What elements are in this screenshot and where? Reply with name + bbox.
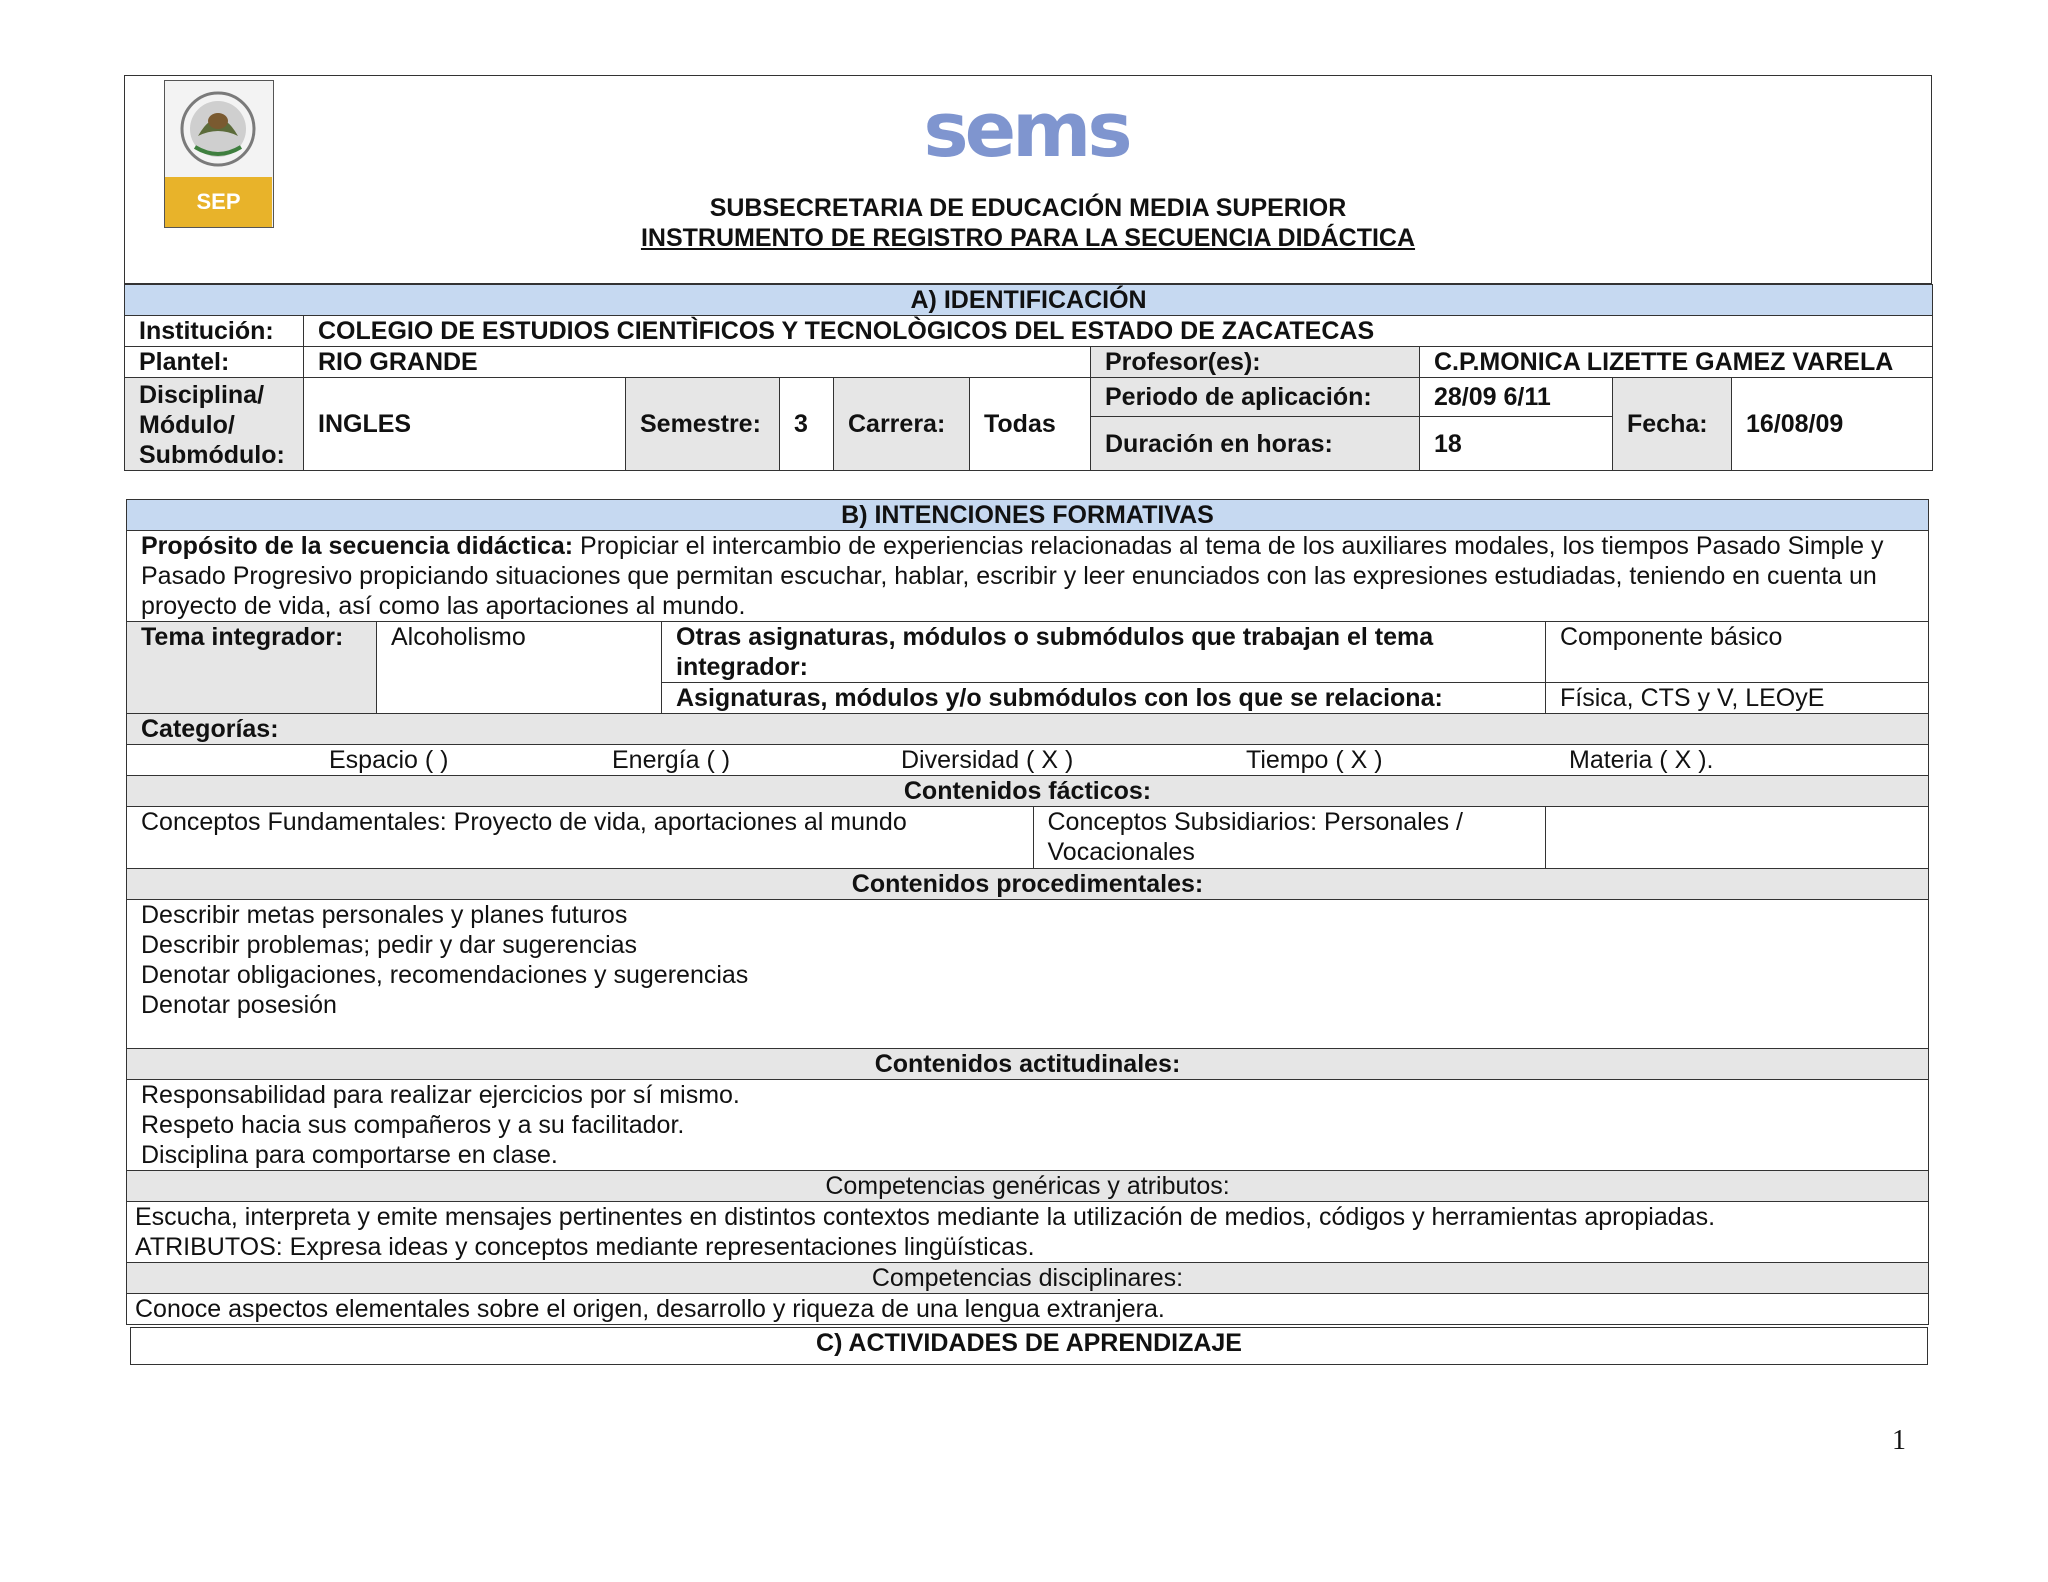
relaciona-label: Asignaturas, módulos y/o submódulos con los que se relaciona: xyxy=(662,683,1546,714)
fecha-label: Fecha: xyxy=(1613,378,1732,471)
competencias-genericas-label: Competencias genéricas y atributos: xyxy=(127,1171,1929,1202)
competencias-disciplinares-value: Conoce aspectos elementales sobre el origen, desarrollo y riqueza de una lengua extranjera. xyxy=(127,1294,1929,1325)
actitudinales-list xyxy=(127,1080,1929,1171)
institucion-label: Institución: xyxy=(125,316,304,347)
disciplina-label-1: Disciplina/ xyxy=(139,381,265,409)
contenidos-procedimentales-label: Contenidos procedimentales: xyxy=(127,869,1929,900)
competencia-generica-item: Escucha, interpreta y emite mensajes pertinentes en distintos contextos mediante la utilización de medios, códigos y herramientas apropiadas. xyxy=(135,1203,1716,1231)
carrera-value: Todas xyxy=(970,378,1091,471)
plantel-label: Plantel: xyxy=(125,347,304,378)
contenidos-actitudinales-label: Contenidos actitudinales: xyxy=(127,1049,1929,1080)
tema-integrador-value: Alcoholismo xyxy=(377,622,662,714)
actitudinal-item: Responsabilidad para realizar ejercicios por sí mismo. xyxy=(141,1081,740,1109)
disciplina-value: INGLES xyxy=(304,378,626,471)
conceptos-fundamentales: Conceptos Fundamentales: Proyecto de vida, aportaciones al mundo xyxy=(127,807,1033,868)
proposito-text: Propiciar el intercambio de experiencias relacionadas al tema de los auxiliares modales, los tiempos Pasado Simple y Pasado Progresivo propiciando situaciones que permitan escuchar, hablar, escribir y leer enunciados con las expresiones estudiadas, teniendo en cuenta un proyecto de vida, así como las aportaciones al mundo. xyxy=(141,532,1884,620)
facticos-spacer xyxy=(1546,807,1929,869)
title-line-2: INSTRUMENTO DE REGISTRO PARA LA SECUENCIA DIDÁCTICA xyxy=(640,224,1416,252)
periodo-label: Periodo de aplicación: xyxy=(1091,378,1420,417)
mexican-eagle-icon xyxy=(165,81,272,177)
categorias-label: Categorías: xyxy=(127,714,1929,745)
plantel-value: RIO GRANDE xyxy=(304,347,1091,378)
disciplina-label-2: Módulo/ xyxy=(139,411,235,439)
title-line-1: SUBSECRETARIA DE EDUCACIÓN MEDIA SUPERIOR xyxy=(709,194,1347,222)
otras-asignaturas-value: Componente básico xyxy=(1546,622,1929,683)
categoria-espacio: Espacio ( ) xyxy=(329,746,449,774)
tema-integrador-label: Tema integrador: xyxy=(127,622,377,714)
section-b-heading: B) INTENCIONES FORMATIVAS xyxy=(127,500,1929,531)
sep-label: SEP xyxy=(165,177,272,227)
competencias-disciplinares-label: Competencias disciplinares: xyxy=(127,1263,1929,1294)
disciplina-label xyxy=(125,378,304,471)
section-identificacion xyxy=(124,284,1932,471)
section-intenciones-formativas xyxy=(126,499,1928,1325)
page-number: 1 xyxy=(1892,1425,1906,1456)
sems-logo-text: sems xyxy=(923,85,1129,174)
otras-asignaturas-label: Otras asignaturas, módulos o submódulos que trabajan el tema integrador: xyxy=(662,622,1546,683)
categoria-energia: Energía ( ) xyxy=(612,746,731,774)
disciplina-label-3: Submódulo: xyxy=(139,441,285,469)
contenidos-facticos-label: Contenidos fácticos: xyxy=(127,776,1929,807)
competencia-atributos-item: ATRIBUTOS: Expresa ideas y conceptos mediante representaciones lingüísticas. xyxy=(135,1233,1035,1261)
profesor-label: Profesor(es): xyxy=(1091,347,1420,378)
duracion-value: 18 xyxy=(1420,417,1613,471)
section-c-heading: C) ACTIVIDADES DE APRENDIZAJE xyxy=(131,1328,1928,1365)
carrera-label: Carrera: xyxy=(834,378,970,471)
competencias-genericas-list xyxy=(127,1202,1929,1263)
procedimentales-list xyxy=(127,900,1929,1049)
fecha-value: 16/08/09 xyxy=(1732,378,1933,471)
facticos-row xyxy=(127,807,1546,869)
procedimental-item: Denotar posesión xyxy=(141,991,337,1019)
section-a-heading: A) IDENTIFICACIÓN xyxy=(125,285,1933,316)
categoria-materia: Materia ( X ). xyxy=(1569,746,1714,774)
categorias-row xyxy=(127,745,1929,776)
section-actividades xyxy=(130,1327,1928,1365)
procedimental-item: Describir metas personales y planes futuros xyxy=(141,901,628,929)
actitudinal-item: Disciplina para comportarse en clase. xyxy=(141,1141,558,1169)
procedimental-item: Describir problemas; pedir y dar sugerencias xyxy=(141,931,638,959)
actitudinal-item: Respeto hacia sus compañeros y a su facilitador. xyxy=(141,1111,685,1139)
proposito-label: Propósito de la secuencia didáctica: xyxy=(141,532,574,560)
semestre-label: Semestre: xyxy=(626,378,780,471)
institucion-value: COLEGIO DE ESTUDIOS CIENTÌFICOS Y TECNOLÒGICOS DEL ESTADO DE ZACATECAS xyxy=(304,316,1933,347)
semestre-value: 3 xyxy=(780,378,834,471)
duracion-label: Duración en horas: xyxy=(1091,417,1420,471)
sems-logo xyxy=(923,85,1129,174)
relaciona-value: Física, CTS y V, LEOyE xyxy=(1546,683,1929,714)
proposito-cell xyxy=(127,531,1929,622)
profesor-value: C.P.MONICA LIZETTE GAMEZ VARELA xyxy=(1420,347,1933,378)
categoria-diversidad: Diversidad ( X ) xyxy=(901,746,1074,774)
categoria-tiempo: Tiempo ( X ) xyxy=(1246,746,1383,774)
conceptos-subsidiarios: Conceptos Subsidiarios: Personales / Vocacionales xyxy=(1047,808,1464,866)
procedimental-item: Denotar obligaciones, recomendaciones y sugerencias xyxy=(141,961,749,989)
periodo-value: 28/09 6/11 xyxy=(1420,378,1613,417)
